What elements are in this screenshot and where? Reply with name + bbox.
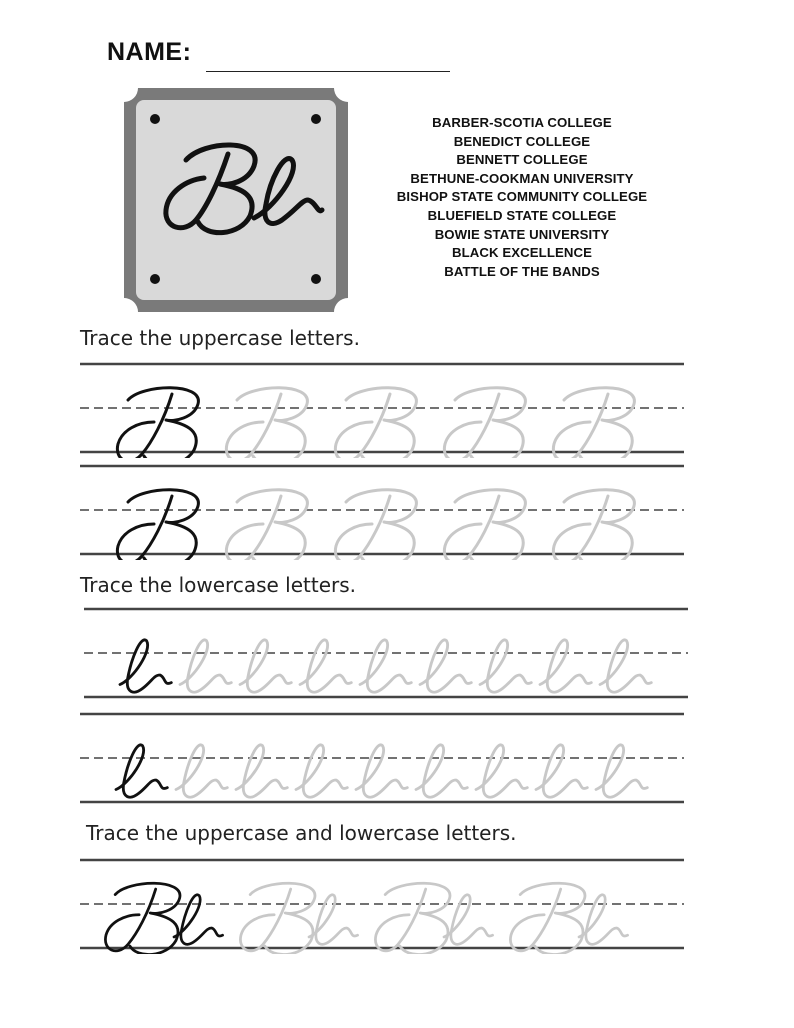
trace-letter <box>180 640 231 692</box>
model-letter <box>128 388 198 458</box>
lowercase-instruction: Trace the lowercase letters. <box>80 573 357 597</box>
both-instruction: Trace the uppercase and lowercase letters. <box>86 821 517 845</box>
trace-letter <box>237 490 307 560</box>
trace-letter <box>385 883 450 954</box>
trace-letter <box>416 745 467 797</box>
name-field[interactable] <box>206 71 450 72</box>
letter-tile <box>124 88 348 312</box>
trace-letter <box>444 394 499 458</box>
trace-letter <box>226 394 281 458</box>
model-letter <box>120 640 171 692</box>
trace-letter <box>300 640 351 692</box>
trace-letter <box>540 640 591 692</box>
rivet-icon <box>150 274 160 284</box>
trace-letter <box>480 640 531 692</box>
college-item: BLUEFIELD STATE COLLEGE <box>427 207 617 223</box>
lowercase-row-1[interactable] <box>84 605 688 703</box>
pair-row[interactable] <box>80 856 684 954</box>
college-item: BARBER-SCOTIA COLLEGE <box>432 115 612 130</box>
trace-letter <box>596 745 647 797</box>
uppercase-instruction: Trace the uppercase letters. <box>80 326 360 350</box>
rivet-icon <box>150 114 160 124</box>
trace-letter <box>356 745 407 797</box>
trace-letter <box>226 496 281 560</box>
rivet-icon <box>311 114 321 124</box>
trace-letter <box>510 889 560 951</box>
name-label: NAME: <box>107 38 192 66</box>
trace-letter <box>553 496 608 560</box>
trace-letter <box>240 640 291 692</box>
trace-letter <box>375 889 425 951</box>
trace-letter <box>240 889 290 951</box>
model-letter <box>117 394 172 458</box>
trace-letter <box>250 883 315 954</box>
trace-letter <box>360 640 411 692</box>
college-item: BETHUNE-COOKMAN UNIVERSITY <box>410 170 634 186</box>
trace-letter <box>564 490 634 560</box>
trace-letter <box>600 640 651 692</box>
trace-letter <box>444 895 493 945</box>
lowercase-row-2[interactable] <box>80 710 684 808</box>
model-letter <box>105 889 155 951</box>
practice-lines <box>84 605 688 703</box>
trace-letter <box>520 883 585 954</box>
college-item: BISHOP STATE COMMUNITY COLLEGE <box>396 189 648 205</box>
practice-lines <box>80 360 684 458</box>
rivet-icon <box>311 274 321 284</box>
trace-letter <box>553 394 608 458</box>
trace-letter <box>236 745 287 797</box>
trace-letter <box>536 745 587 797</box>
trace-letter <box>579 895 628 945</box>
trace-letter <box>335 394 390 458</box>
practice-lines <box>80 462 684 560</box>
trace-letter <box>420 640 471 692</box>
model-letter <box>117 496 172 560</box>
trace-letter <box>335 496 390 560</box>
trace-letter <box>564 388 634 458</box>
college-item: BATTLE OF THE BANDS <box>444 263 600 279</box>
model-letter <box>116 745 167 797</box>
trace-letter <box>455 490 525 560</box>
trace-letter <box>237 388 307 458</box>
letter-tile-icon <box>124 88 348 312</box>
uppercase-row-2[interactable] <box>80 462 684 560</box>
model-letter <box>174 895 223 945</box>
uppercase-row-1[interactable] <box>80 360 684 458</box>
college-item: BENNETT COLLEGE <box>456 152 588 168</box>
trace-letter <box>455 388 525 458</box>
trace-letter <box>176 745 227 797</box>
trace-letter <box>309 895 358 945</box>
trace-letter <box>346 490 416 560</box>
trace-letter <box>444 496 499 560</box>
college-item: BOWIE STATE UNIVERSITY <box>434 226 610 242</box>
trace-letter <box>296 745 347 797</box>
model-letter <box>115 883 180 954</box>
college-item: BENEDICT COLLEGE <box>453 133 591 149</box>
college-item: BLACK EXCELLENCE <box>451 245 593 261</box>
trace-letter <box>346 388 416 458</box>
practice-lines <box>80 856 684 954</box>
college-list <box>372 114 672 281</box>
model-letter <box>128 490 198 560</box>
practice-lines <box>80 710 684 808</box>
trace-letter <box>476 745 527 797</box>
